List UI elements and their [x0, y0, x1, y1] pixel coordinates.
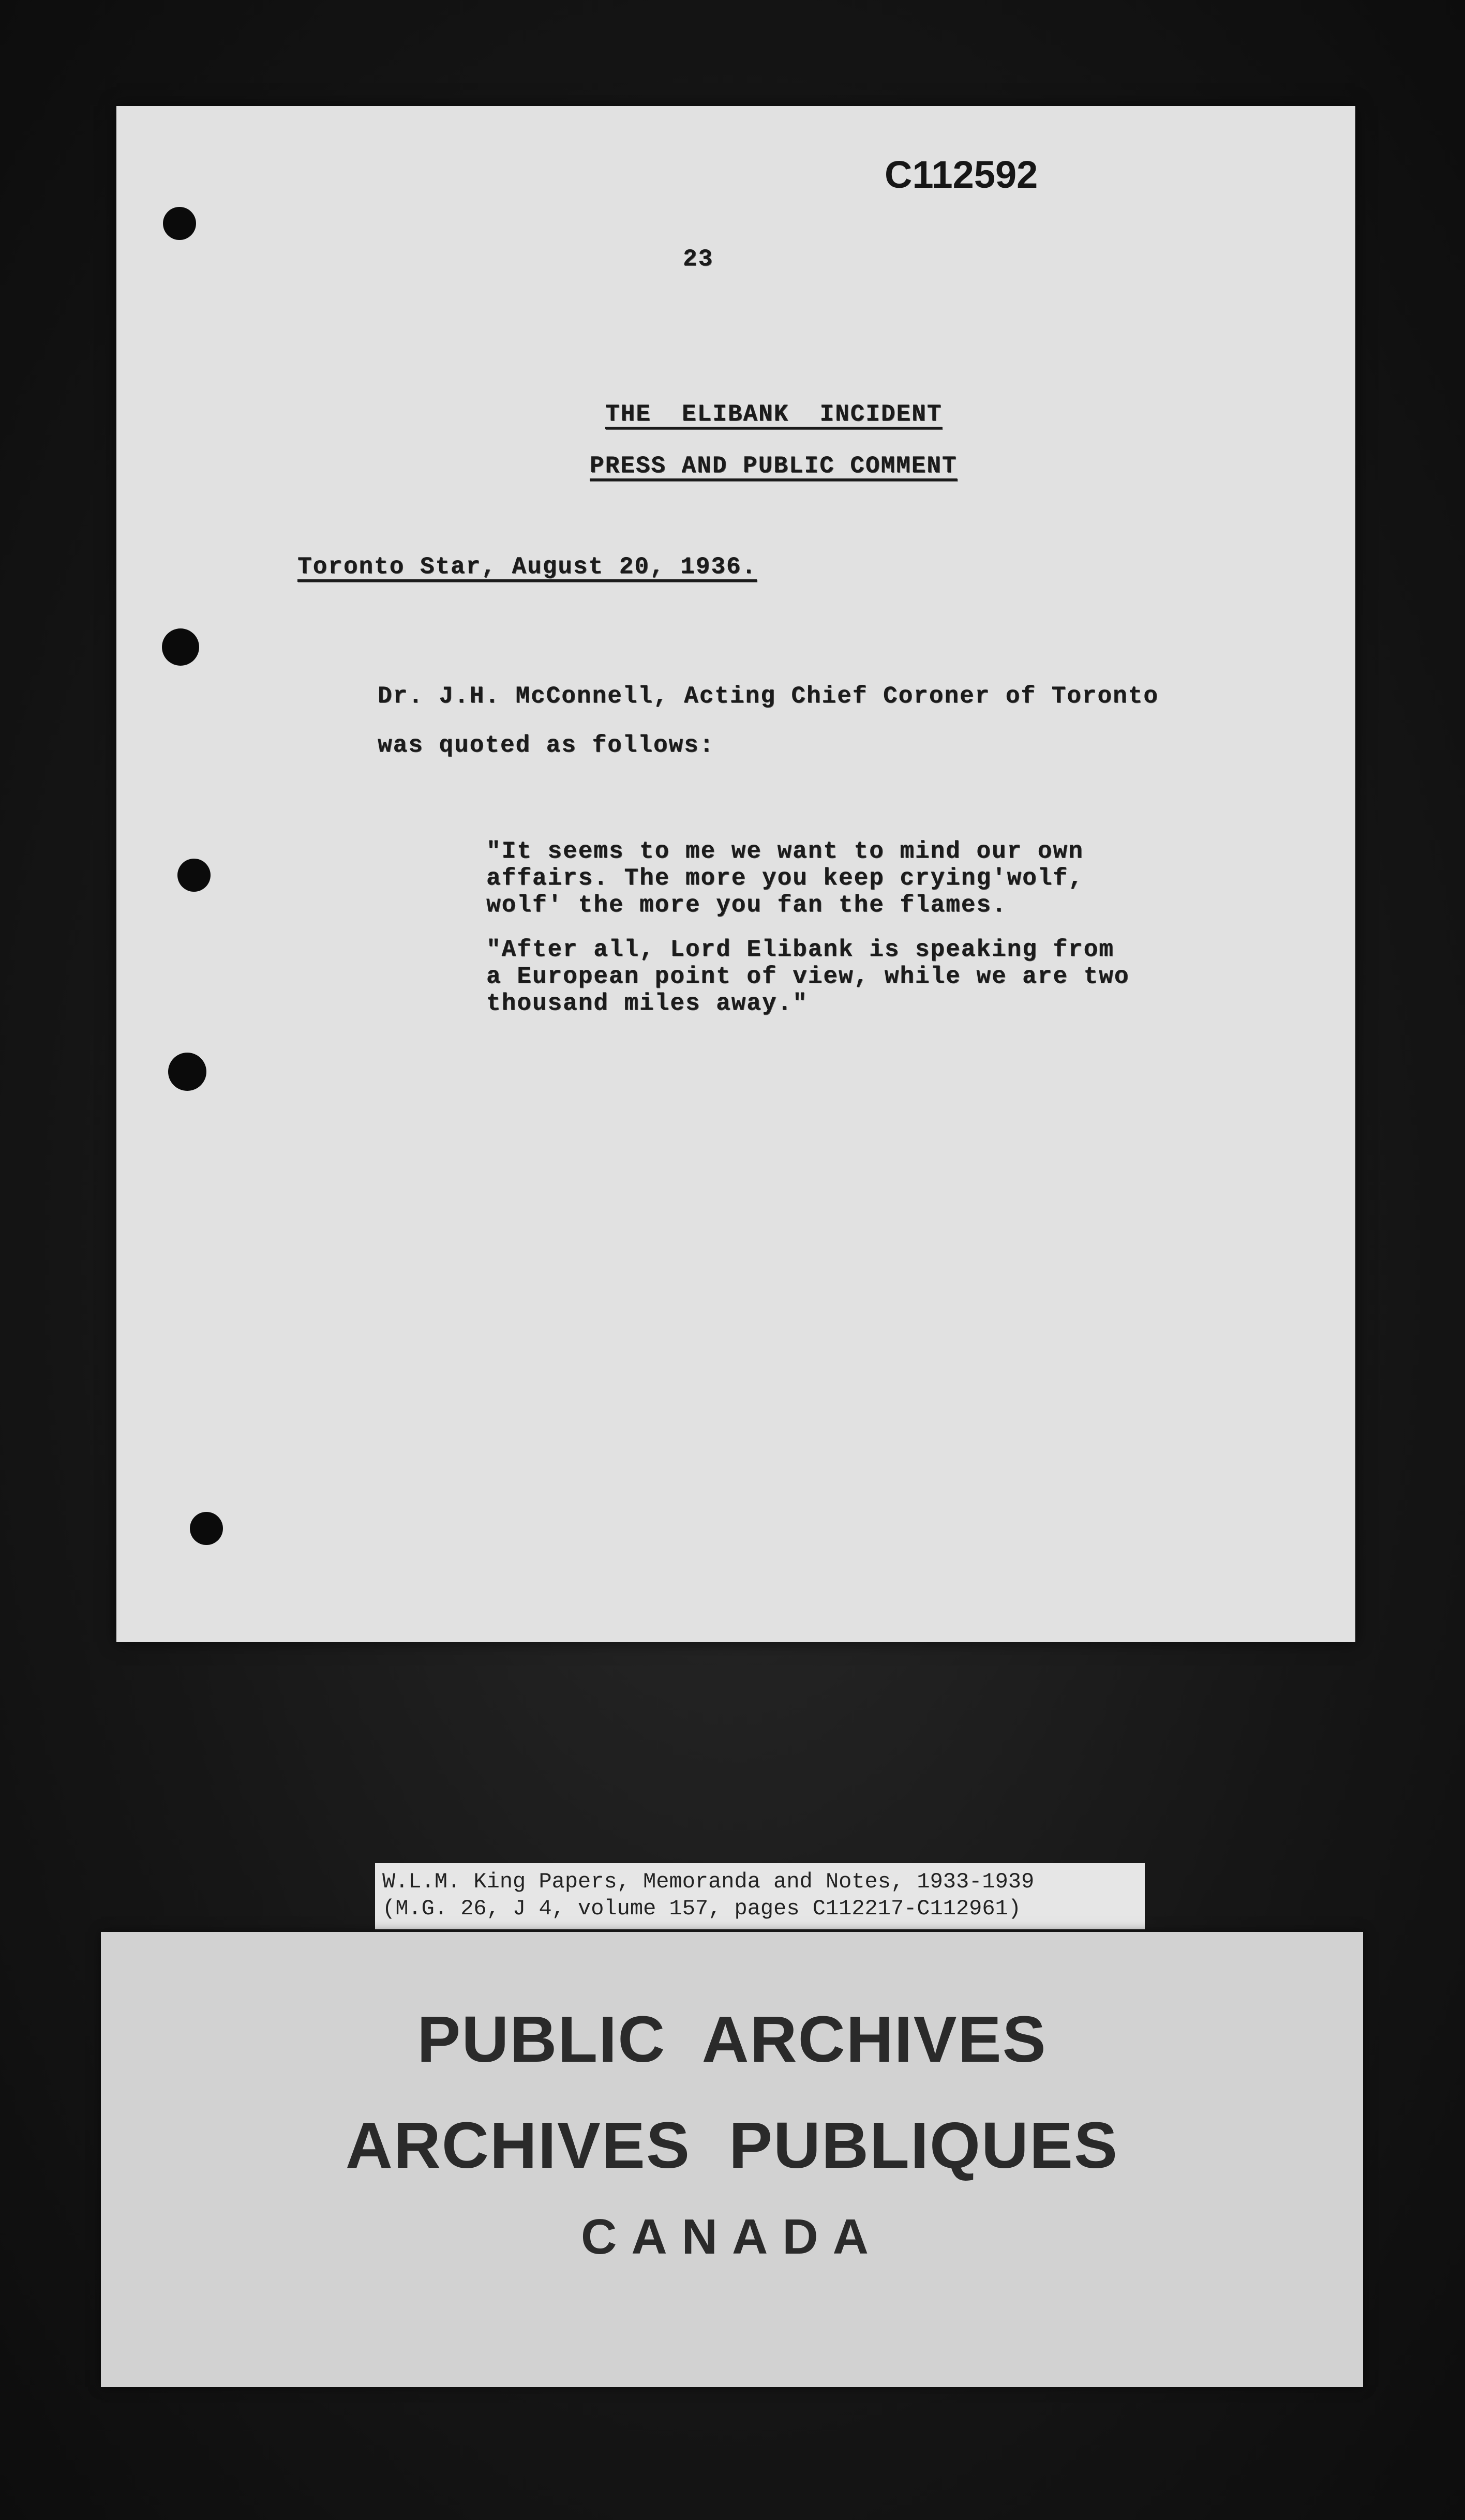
document-title: THE ELIBANK INCIDENT: [605, 401, 943, 428]
quote-line: "It seems to me we want to mind our own: [486, 838, 1084, 865]
document-number-stamp: C112592: [885, 153, 1038, 196]
document-subtitle: PRESS AND PUBLIC COMMENT: [590, 453, 958, 479]
archives-country: CANADA: [581, 2209, 883, 2264]
archives-title-french: ARCHIVES PUBLIQUES: [345, 2109, 1119, 2182]
archive-reference-line: (M.G. 26, J 4, volume 157, pages C112217-C112961): [382, 1896, 1022, 1921]
archive-reference-line: W.L.M. King Papers, Memoranda and Notes, 1933-1939: [382, 1869, 1035, 1894]
archive-reference-label: [375, 1863, 1145, 1929]
quote-line: wolf' the more you fan the flames.: [486, 892, 1007, 919]
quote-line: thousand miles away.": [486, 990, 808, 1017]
punch-hole: [168, 1053, 206, 1091]
quote-line: a European point of view, while we are two: [486, 963, 1130, 990]
quote-line: "After all, Lord Elibank is speaking from: [486, 936, 1114, 963]
punch-hole: [163, 207, 196, 240]
intro-text-line: was quoted as follows:: [378, 732, 715, 759]
archives-title-english: PUBLIC ARCHIVES: [417, 2003, 1047, 2076]
punch-hole: [162, 628, 199, 666]
source-citation: Toronto Star, August 20, 1936.: [297, 553, 757, 580]
document-page: [116, 106, 1355, 1642]
quote-line: affairs. The more you keep crying'wolf,: [486, 865, 1084, 892]
punch-hole: [190, 1512, 223, 1545]
intro-text-line: Dr. J.H. McConnell, Acting Chief Coroner of Toronto: [378, 683, 1159, 710]
archives-card: [101, 1932, 1363, 2387]
page-number: 23: [683, 246, 714, 273]
punch-hole: [177, 859, 211, 892]
